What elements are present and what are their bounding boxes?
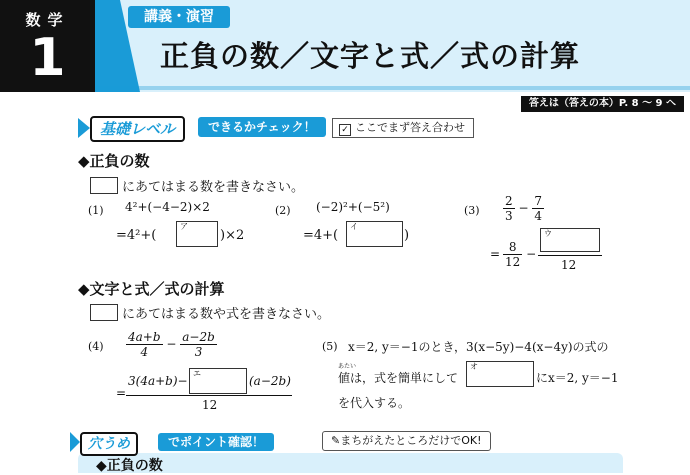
instruction-1: [90, 176, 304, 195]
problem-4-denominator: 12: [202, 398, 218, 412]
minus-sign: −: [518, 201, 529, 215]
subject-name: 数学: [25, 11, 70, 29]
lesson-tag: 講義・演習: [128, 6, 230, 28]
arrow-icon-2: [70, 432, 80, 452]
answer-box-u[interactable]: [540, 228, 600, 252]
problem-5-line3: を代入する。: [338, 396, 411, 410]
problem-1-line1: 4²+(−4−2)×2: [125, 200, 210, 214]
answer-box-a[interactable]: [176, 221, 218, 247]
fraction-7-4: $\frac{7}{4}$: [534, 194, 542, 223]
fraction-bar-4: [126, 395, 292, 396]
minus-sign-4: −: [166, 337, 177, 351]
check-note: [332, 118, 474, 138]
problem-3-line2: [503, 240, 536, 269]
problem-3-line1: [503, 194, 544, 223]
problem-3-denominator: 12: [561, 258, 577, 272]
problem-4-numer-left: 3(4a+b)−: [128, 374, 188, 388]
instruction-2-text: にあてはまる数や式を書きなさい。: [122, 307, 331, 322]
problem-5-line2-right: にx＝2, y＝−1: [536, 371, 619, 385]
fill-in-label: 穴うめ: [80, 432, 138, 456]
problem-2-line2-left: =4+(: [303, 228, 339, 243]
blank-example-box: [90, 177, 118, 194]
fraction-2-3: $\frac{2}{3}$: [505, 194, 513, 223]
problem-4-number: (4): [88, 340, 104, 353]
check-note-text: ここでまず答え合わせ: [355, 121, 465, 134]
problem-5-line1: x＝2, y＝−1のとき，3(x−5y)−4(x−4y)の式の: [348, 340, 609, 354]
answer-box-u-label: ウ: [544, 229, 552, 238]
page-title: 正負の数／文字と式／式の計算: [160, 39, 581, 73]
section-heading-2: ◆文字と式／式の計算: [78, 280, 225, 298]
problem-1-line2-left: =4²+(: [116, 228, 157, 243]
problem-2-number: (2): [275, 204, 291, 217]
problem-2-line2-right: ): [404, 228, 410, 243]
mistakes-note-text: まちがえたところだけでOK!: [340, 434, 482, 447]
problem-5-line2-left: 値は，式を簡単にして: [338, 371, 459, 385]
mistakes-note: [322, 431, 491, 451]
instruction-1-text: にあてはまる数を書きなさい。: [122, 180, 305, 195]
problem-1-line2-right: )×2: [220, 228, 245, 243]
section-heading-3: ◆正負の数: [96, 458, 163, 474]
answer-box-o[interactable]: [466, 361, 534, 387]
subject-badge: [0, 0, 95, 92]
answer-box-a-label: ア: [180, 222, 188, 231]
arrow-icon: [78, 118, 90, 138]
checkbox-icon: ✓: [339, 124, 351, 136]
answer-reference: 答えは（答えの本）P. 8 〜 9 へ: [521, 96, 684, 112]
fraction-bar: [538, 255, 602, 256]
fill-in-sub: でポイント確認！: [158, 433, 274, 451]
problem-4-numer-right: (a−2b): [249, 374, 291, 388]
problem-5-number: (5): [322, 340, 338, 353]
answer-box-e-label: エ: [193, 369, 201, 378]
problem-4-line1: [126, 330, 217, 359]
instruction-2: [90, 303, 330, 322]
problem-5-ruby: あたい: [338, 363, 357, 370]
pencil-icon: ✎: [331, 434, 341, 447]
fraction-a-2b: $\frac{a-2b}{3}$: [182, 330, 215, 359]
problem-1-number: (1): [88, 204, 104, 217]
problem-2-line1: (−2)²+(−5²): [316, 200, 390, 214]
answer-box-i[interactable]: [346, 221, 403, 247]
blank-example-box-2: [90, 304, 118, 321]
answer-box-i-label: イ: [350, 222, 358, 231]
fraction-8-12: $\frac{8}{12}$: [505, 240, 521, 269]
answer-box-o-label: オ: [470, 362, 478, 371]
level-sub: できるかチェック！: [198, 117, 326, 137]
section-heading-1: ◆正負の数: [78, 152, 150, 170]
problem-3-line2-eq: =: [490, 247, 501, 261]
minus-sign-2: −: [526, 247, 537, 261]
unit-number: 1: [29, 28, 66, 88]
answer-box-e[interactable]: [189, 368, 247, 394]
level-label: 基礎レベル: [90, 116, 185, 142]
problem-3-number: (3): [464, 204, 480, 217]
fraction-4a-b: $\frac{4a+b}{4}$: [128, 330, 161, 359]
problem-4-eq: =: [116, 386, 127, 400]
